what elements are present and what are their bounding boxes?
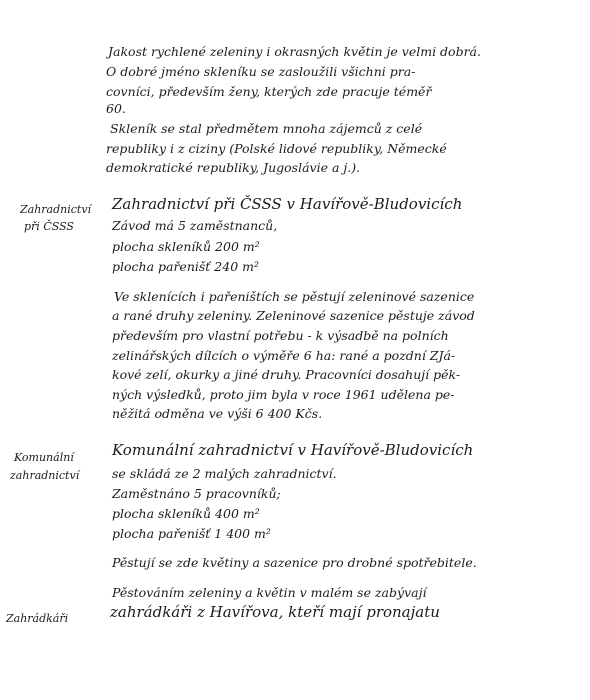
section-line: plocha skleníků 200 m² — [112, 239, 260, 254]
section-line: Pěstováním zeleniny a květin v malém se zabývají — [112, 585, 427, 600]
margin-label-cssss: Zahradnictví — [20, 203, 92, 216]
section-line: plocha skleníků 400 m² — [112, 506, 260, 521]
paragraph-line: a rané druhy zeleniny. Zeleninové sazenice pěstuje závod — [112, 308, 475, 323]
intro-line: 60. — [106, 101, 126, 116]
margin-label-cssss: při ČSSS — [24, 220, 74, 233]
paragraph-line: Pěstují se zde květiny a sazenice pro drobné spotřebitele. — [112, 555, 477, 570]
intro-line: republiky i z ciziny (Polské lidové republiky, Německé — [106, 141, 447, 156]
paragraph-line: něžitá odměna ve výši 6 400 Kčs. — [112, 406, 323, 421]
margin-label-komunalni: Komunální — [14, 451, 74, 464]
intro-line: covníci, především ženy, kterých zde pracuje téměř — [106, 84, 432, 99]
intro-line: Jakost rychlené zeleniny i okrasných květin je velmi dobrá. — [108, 44, 481, 59]
margin-label-komunalni: zahradnictví — [10, 469, 80, 482]
paragraph-line: ných výsledků, proto jim byla v roce 1961 udělena pe- — [112, 387, 455, 402]
section-line: plocha pařenišť 240 m² — [112, 259, 259, 274]
section-title-cssss: Zahradnictví při ČSSS v Havířově-Bludovicích — [112, 195, 463, 213]
section-line: plocha pařenišť 1 400 m² — [112, 526, 271, 541]
paragraph-line: kové zelí, okurky a jiné druhy. Pracovníci dosahují pěk- — [112, 367, 461, 382]
intro-line: demokratické republiky, Jugoslávie a j.). — [106, 160, 361, 175]
section-line: Zaměstnáno 5 pracovníků; — [112, 486, 281, 501]
paragraph-line: především pro vlastní potřebu - k výsadbě na polních — [112, 328, 449, 343]
section-line: zahrádkáři z Havířova, kteří mají pronajatu — [110, 603, 440, 621]
section-title-komunalni: Komunální zahradnictví v Havířově-Bludovicích — [112, 441, 474, 459]
intro-line: Skleník se stal předmětem mnoha zájemců z celé — [110, 121, 423, 136]
section-line: Závod má 5 zaměstnanců, — [112, 218, 278, 233]
paragraph-line: Ve sklenících i pařeništích se pěstují zeleninové sazenice — [114, 289, 475, 304]
paragraph-line: zelinářských dílcích o výměře 6 ha: rané a pozdní ZJá- — [112, 348, 456, 363]
intro-line: O dobré jméno skleníku se zasloužili všichni pra- — [106, 64, 416, 79]
margin-label-zahradkari: Zahrádkáři — [6, 612, 69, 625]
section-line: se skládá ze 2 malých zahradnictví. — [112, 466, 337, 481]
